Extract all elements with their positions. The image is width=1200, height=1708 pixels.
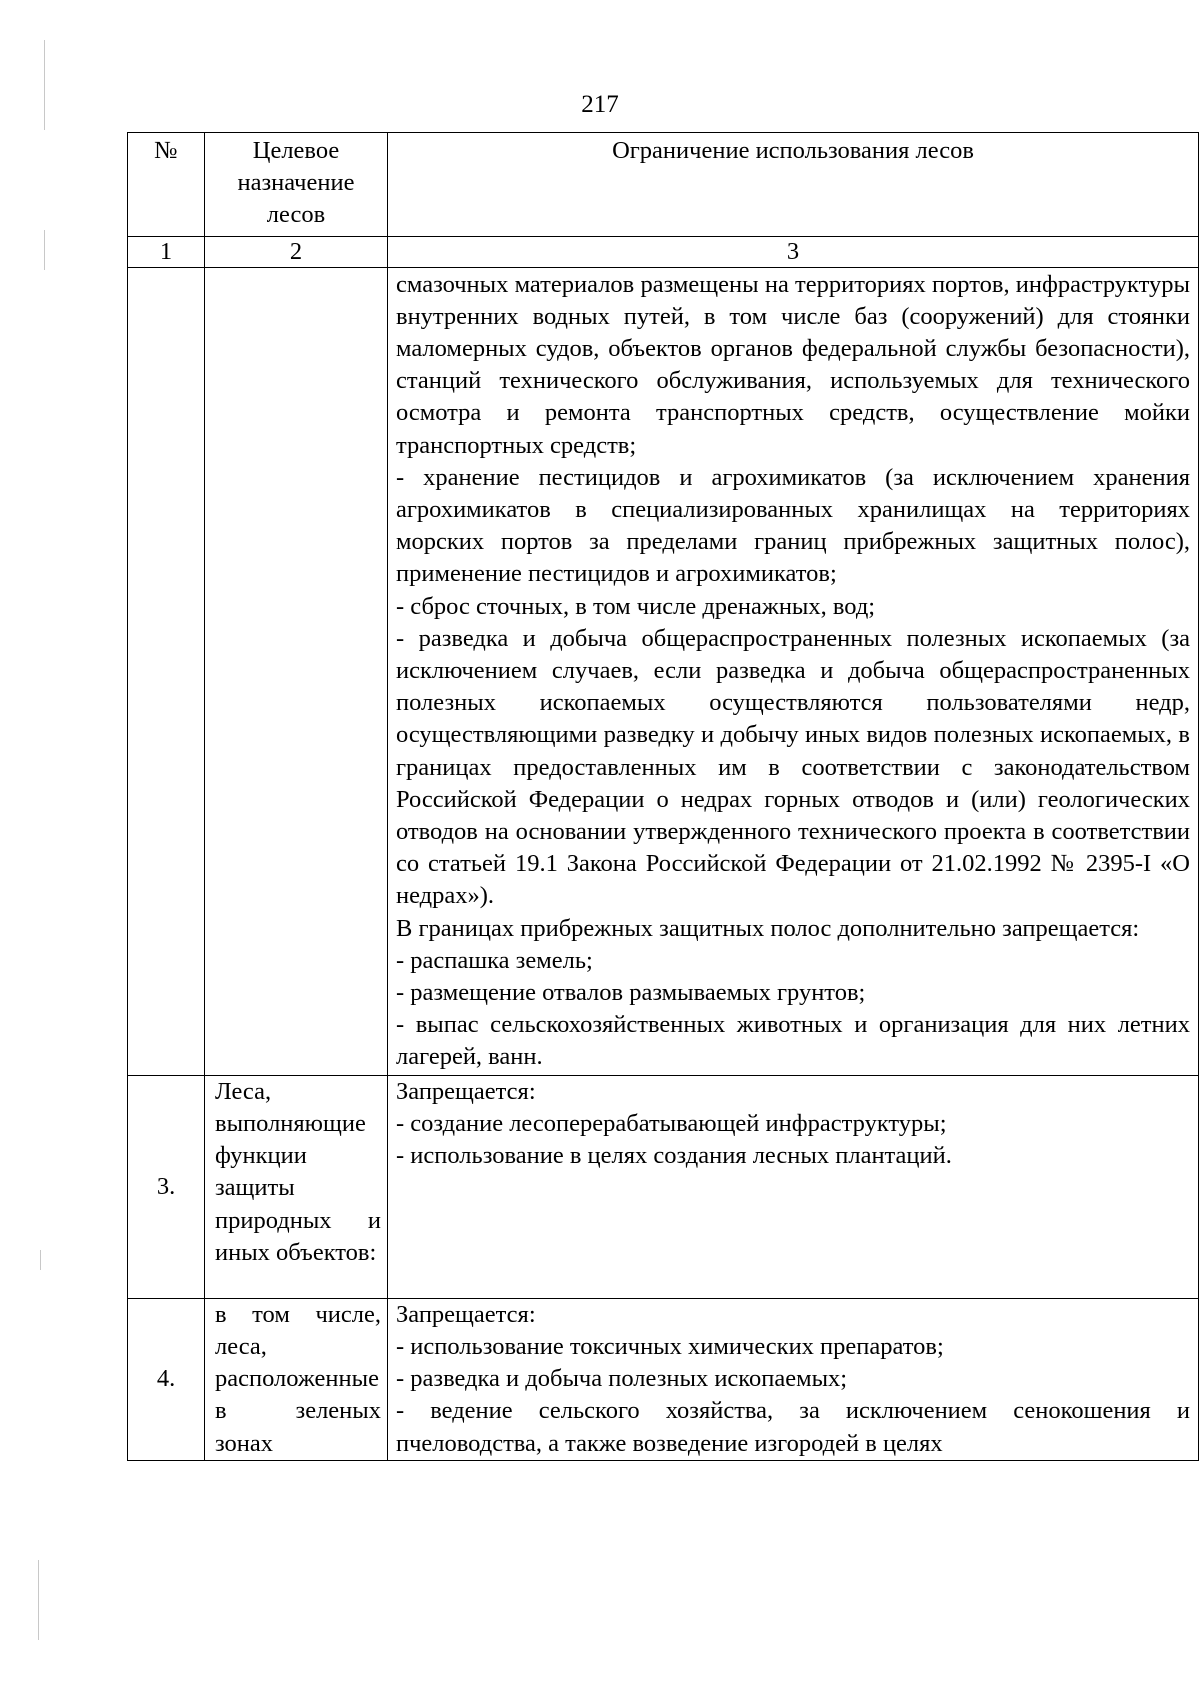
restriction-line: - разведка и добыча полезных ископаемых; xyxy=(396,1365,848,1393)
table-header-row xyxy=(128,133,1199,237)
row-restriction xyxy=(388,1075,1199,1298)
forest-restrictions-table xyxy=(127,132,1199,1461)
row-purpose: в том числе, леса, расположенные в зеленых зонах xyxy=(205,1298,388,1460)
page-number: 217 xyxy=(581,91,619,118)
header-purpose: Целевое назначение лесов xyxy=(205,133,388,237)
header-restriction: Ограничение использования лесов xyxy=(388,133,1199,237)
restriction-line: Запрещается: xyxy=(396,1300,536,1328)
column-number: 3 xyxy=(388,236,1199,267)
restriction-line: - разведка и добыча общераспространенных полезных ископаемых (за исключением случаев, если разведка и добыча общераспространенных полезных ископаемых осуществляются пользователями недр, осуществляющими разведку и добычу иных видов полезных ископаемых, в границах предоставленных им в соответствии с законодательством Российской Федерации о недрах горных отводов и (или) геологических отводов на основании утвержденного технического проекта в соответствии со статьей 19.1 Закона Российской Федерации от 21.02.1992 № 2395-I «О недрах»). xyxy=(396,624,1190,910)
row-number: 4. xyxy=(128,1298,205,1460)
row-restriction xyxy=(388,267,1199,1075)
restriction-line: В границах прибрежных защитных полос дополнительно запрещается: xyxy=(396,914,1140,942)
restriction-line: - использование токсичных химических препаратов; xyxy=(396,1332,944,1360)
column-number: 1 xyxy=(128,236,205,267)
restriction-line: - распашка земель; xyxy=(396,946,593,974)
restriction-line: смазочных материалов размещены на территориях портов, инфраструктуры внутренних водных путей, в том числе баз (сооружений) для стоянки маломерных судов, объектов органов федеральной службы безопасности), станций технического обслуживания, используемых для технического осмотра и ремонта транспортных средств, осуществление мойки транспортных средств; xyxy=(396,270,1190,459)
column-numbers-row xyxy=(128,236,1199,267)
column-number: 2 xyxy=(205,236,388,267)
row-number xyxy=(128,267,205,1075)
restriction-line: - хранение пестицидов и агрохимикатов (за исключением хранения агрохимикатов в специализированных хранилищах на территориях морских портов за пределами границ прибрежных защитных полос), применение пестицидов и агрохимикатов; xyxy=(396,463,1190,588)
scan-artifact-line xyxy=(40,1250,41,1270)
row-restriction xyxy=(388,1298,1199,1460)
restriction-line: - создание лесоперерабатывающей инфраструктуры; xyxy=(396,1109,947,1137)
row-number: 3. xyxy=(128,1075,205,1298)
row-purpose xyxy=(205,267,388,1075)
scan-artifact-line xyxy=(38,1560,39,1640)
table-row xyxy=(128,267,1199,1075)
restriction-line: Запрещается: xyxy=(396,1077,536,1105)
restriction-line: - использование в целях создания лесных плантаций. xyxy=(396,1142,952,1170)
header-number: № xyxy=(128,133,205,237)
scan-artifact-line xyxy=(44,230,45,270)
restriction-line: - размещение отвалов размываемых грунтов; xyxy=(396,979,866,1007)
row-purpose: Леса, выполняющие функции защиты природных и иных объектов: xyxy=(205,1075,388,1298)
restriction-line: - выпас сельскохозяйственных животных и организация для них летних лагерей, ванн. xyxy=(396,1011,1190,1071)
table-row xyxy=(128,1075,1199,1298)
restriction-line: - ведение сельского хозяйства, за исключением сенокошения и пчеловодства, а также возведение изгородей в целях xyxy=(396,1397,1190,1457)
restriction-line: - сброс сточных, в том числе дренажных, вод; xyxy=(396,592,876,620)
table-row xyxy=(128,1298,1199,1460)
